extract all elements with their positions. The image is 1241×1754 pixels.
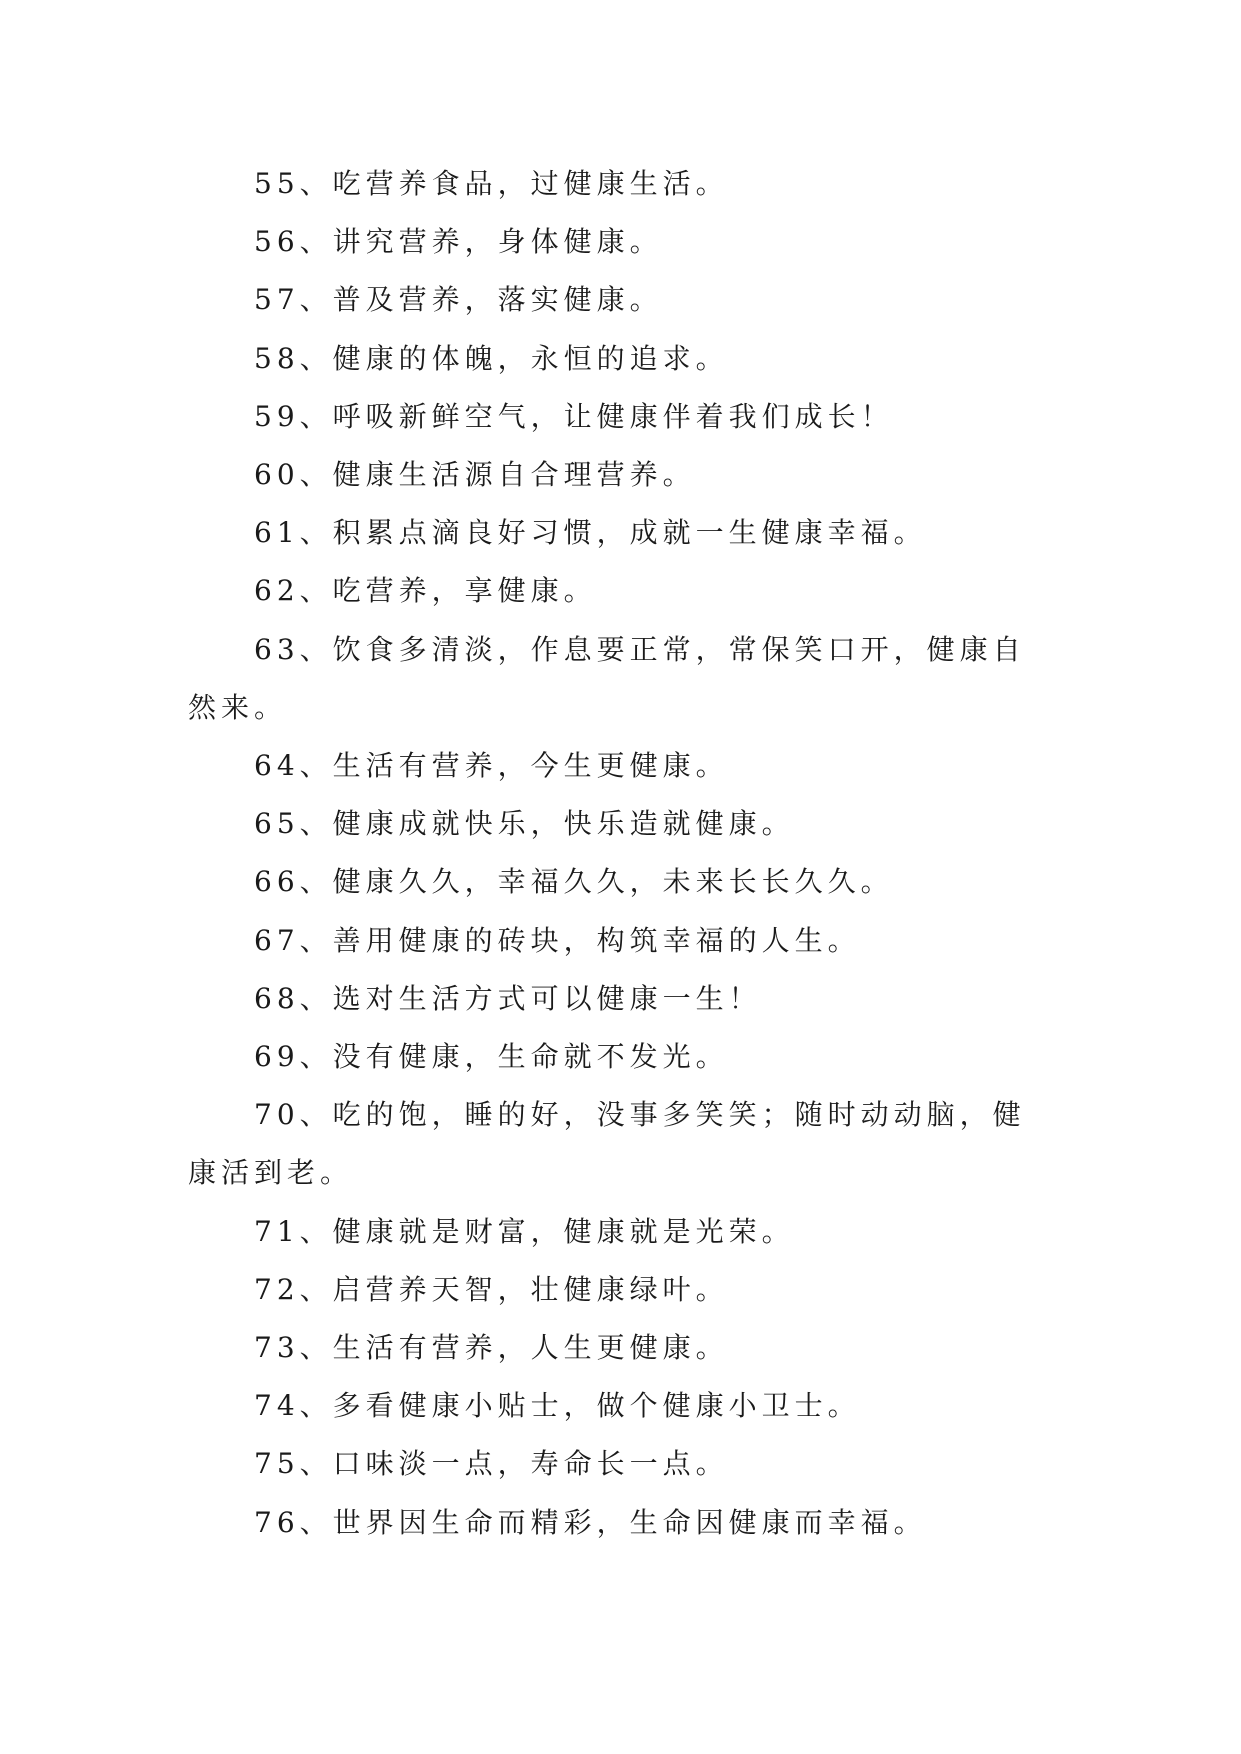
slogan-item: 72、启营养天智，壮健康绿叶。 [254, 1272, 729, 1306]
slogan-item: 73、生活有营养，人生更健康。 [254, 1331, 729, 1365]
slogan-item: 75、口味淡一点，寿命长一点。 [254, 1447, 729, 1481]
slogan-item: 55、吃营养食品，过健康生活。 [254, 167, 729, 200]
slogan-item: 56、讲究营养，身体健康。 [254, 225, 663, 259]
slogan-item: 57、普及营养，落实健康。 [254, 283, 663, 317]
slogan-item: 59、呼吸新鲜空气，让健康伴着我们成长！ [254, 399, 894, 433]
slogan-item: 65、健康成就快乐，快乐造就健康。 [254, 807, 795, 841]
slogan-item: 63、饮食多清淡，作息要正常，常保笑口开，健康自然来。 [188, 632, 1026, 724]
slogan-item: 71、健康就是财富，健康就是光荣。 [254, 1214, 795, 1248]
slogan-item: 74、多看健康小贴士，做个健康小卫士。 [254, 1389, 861, 1423]
slogan-list [188, 155, 1048, 1552]
slogan-item: 61、积累点滴良好习惯，成就一生健康幸福。 [254, 516, 927, 550]
slogan-item: 64、生活有营养，今生更健康。 [254, 749, 729, 783]
slogan-item: 58、健康的体魄，永恒的追求。 [254, 341, 729, 375]
slogan-item: 76、世界因生命而精彩，生命因健康而幸福。 [254, 1505, 927, 1539]
slogan-item: 62、吃营养，享健康。 [254, 574, 597, 608]
slogan-item: 66、健康久久，幸福久久，未来长长久久。 [254, 865, 894, 899]
slogan-item: 69、没有健康，生命就不发光。 [254, 1040, 729, 1074]
slogan-item: 60、健康生活源自合理营养。 [254, 458, 696, 492]
slogan-item: 67、善用健康的砖块，构筑幸福的人生。 [254, 923, 861, 957]
slogan-item: 70、吃的饱，睡的好，没事多笑笑；随时动动脑，健康活到老。 [188, 1098, 1026, 1190]
slogan-item: 68、选对生活方式可以健康一生！ [254, 981, 762, 1015]
